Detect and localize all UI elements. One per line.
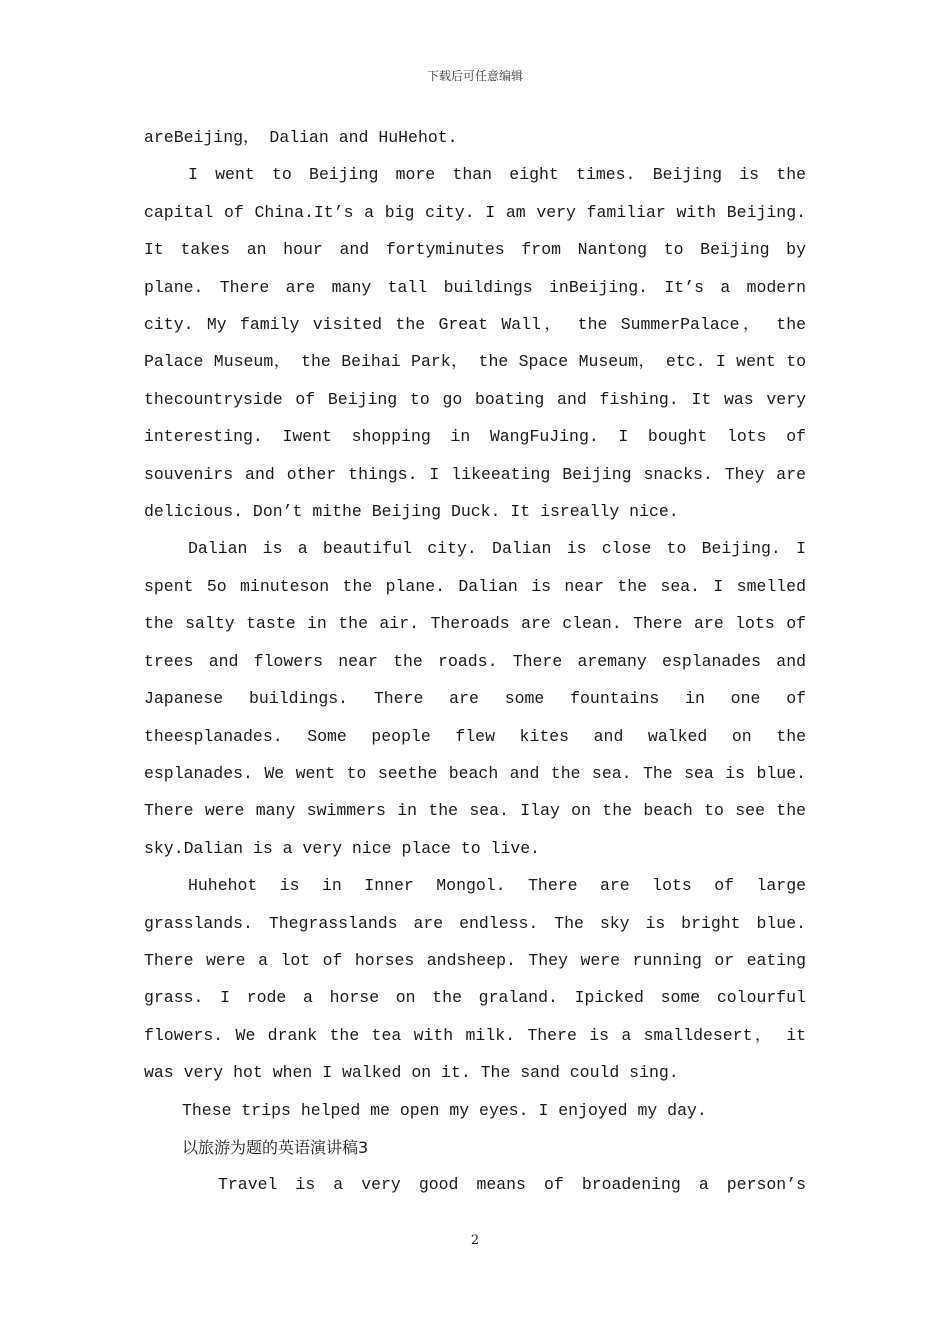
paragraph-travel: Travel is a very good means of broadening a person’s	[218, 1175, 806, 1195]
page-number: 2	[470, 1233, 480, 1248]
document-body	[144, 119, 806, 1204]
paragraph-trips: These trips helped me open my eyes. I enjoyed my day.	[182, 1100, 707, 1120]
paragraph-huhehot: Huhehot is in Inner Mongol. There are lots of large grasslands. Thegrasslands are endless. The sky is bright blue. There were a lot of horses andsheep. They were running or eating grass. I rode a horse on the graland. Ipicked some colourful flowers. We drank the tea with milk. There is a smalldesert， it was very hot when I walked on it. The sand could sing.	[144, 876, 806, 1083]
section-heading: 以旅游为题的英语演讲稿3	[182, 1137, 369, 1157]
paragraph-beijing: I went to Beijing more than eight times. Beijing is the capital of China.It’s a big city. I am very familiar with Beijing. It takes an hour and fortyminutes from Nantong to Beijing by plane. There are many tall buildings inBeijing. It’s a modern city. My family visited the Great Wall， the SummerPalace， the Palace Museum， the Beihai Park， the Space Museum， etc. I went to thecountryside of Beijing to go boating and fishing. It was very interesting. Iwent shopping in WangFuJing. I bought lots of souvenirs and other things. I likeeating Beijing snacks. They are delicious. Don’t mithe Beijing Duck. It isreally nice.	[144, 165, 806, 522]
paragraph-dalian: Dalian is a beautiful city. Dalian is close to Beijing. I spent 5o minuteson the plane. Dalian is near the sea. I smelled the salty taste in the air. Theroads are clean. There are lots of trees and flowers near the roads. There aremany esplanades and Japanese buildings. There are some fountains in one of theesplanades. Some people flew kites and walked on the esplanades. We went to seethe beach and the sea. The sea is blue. There were many swimmers in the sea. Ilay on the beach to see the sky.Dalian is a very nice place to live.	[144, 539, 806, 858]
page-header-note: 下载后可任意编辑	[426, 69, 523, 83]
paragraph-continuation: areBeijing， Dalian and HuHehot.	[144, 128, 458, 147]
